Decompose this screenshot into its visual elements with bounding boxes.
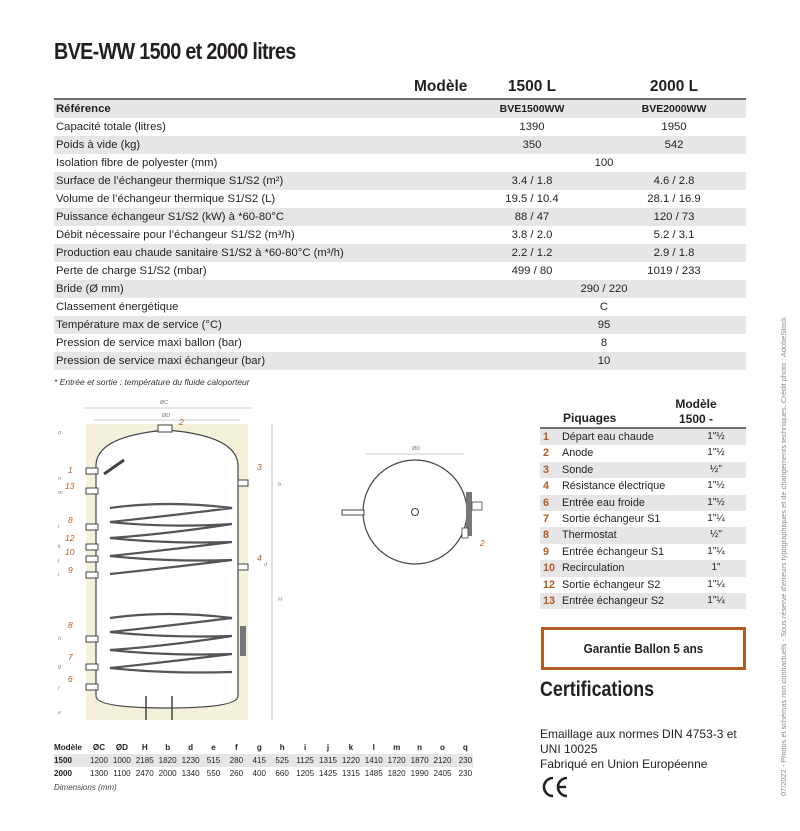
piquages-header: Piquages [563,411,617,425]
piquage-row [540,445,746,461]
piquage-value: 1" [711,562,721,574]
dimension-cell: 1100 [113,769,131,778]
spec-value-merged: 95 [597,319,611,331]
piquage-label: Sortie échangeur S2 [562,578,661,591]
svg-text:4: 4 [257,553,262,563]
piquage-number: 3 [543,463,550,476]
piquage-row [540,462,746,478]
dimension-cell: 1125 [296,756,314,765]
svg-text:m: m [58,490,63,496]
spec-value-1500: 2.2 / 1.2 [511,247,553,259]
svg-text:6: 6 [68,674,73,684]
spec-label: Pression de service maxi échangeur (bar) [56,355,266,367]
spec-value-merged: 290 / 220 [580,283,628,295]
spec-row [54,172,746,190]
dimension-cell: 1220 [341,756,360,765]
dimension-header: g [256,743,262,752]
piquages-range-label: 1500 - [678,412,714,426]
svg-text:10: 10 [65,547,75,557]
piquage-value: 1"¼ [707,545,725,557]
svg-text:8: 8 [68,515,73,525]
spec-table [54,98,746,370]
dimension-cell: 1340 [181,769,200,778]
col-1500-header: 1500 L [507,78,557,95]
svg-text:3: 3 [257,462,262,472]
piquage-value: 1"½ [707,431,725,442]
piquage-number: 13 [543,594,556,607]
dimension-cell: 2185 [135,756,154,765]
dimension-cell: 1230 [181,756,200,765]
dimension-cell: 1425 [318,769,337,778]
spec-row [54,334,746,352]
piquage-label: Résistance électrique [562,480,666,493]
dimension-cell: 280 [229,756,244,765]
garantie-box [541,627,746,670]
spec-value-2000: 2.9 / 1.8 [653,247,695,259]
dimension-cell: 1870 [410,756,429,765]
dimension-cell: 515 [206,756,221,765]
piquage-label: Recirculation [562,562,625,575]
spec-value-2000: BVE2000WW [641,103,707,115]
dimension-cell: 1205 [296,769,315,778]
dimension-cell: 660 [275,769,289,778]
spec-value-2000: 542 [664,139,684,151]
piquage-value: 1"½ [707,447,725,459]
cert-line-1: Emaillage aux normes DIN 4753-3 et [540,727,737,741]
dimension-header: q [462,743,468,752]
dimensions-table [54,741,473,780]
dimension-header: ØD [115,743,128,752]
piquage-label: Sortie échangeur S1 [562,512,661,525]
spec-label: Volume de l’échangeur thermique S1/S2 (L) [56,193,276,205]
piquage-value: 1"¼ [707,512,725,524]
model-header: Modèle [414,78,468,95]
piquage-row [540,577,746,593]
svg-text:l: l [58,524,60,530]
spec-value-1500: 3.4 / 1.8 [511,175,553,187]
spec-value-1500: 1390 [519,121,545,133]
svg-text:2: 2 [480,538,485,548]
certifications-title: Certifications [540,678,655,701]
dimension-header: o [440,743,445,752]
dimension-cell: 230 [458,756,473,765]
dimension-header: l [372,743,375,752]
spec-label: Poids à vide (kg) [56,139,141,151]
spec-row [54,118,746,136]
piquage-label: Sonde [562,463,594,476]
piquage-row [540,429,746,445]
piquages-table [540,427,746,609]
spec-value-2000: 120 / 73 [653,211,695,223]
dimension-header: f [235,743,238,752]
dimension-header: h [279,743,285,752]
piquage-row [540,544,746,560]
piquage-row [540,527,746,543]
dim-d-label: ØD [162,413,171,419]
spec-value-1500: 3.8 / 2.0 [511,229,553,241]
dimensions-note: Dimensions (mm) [54,783,117,792]
piquages-model-label: Modèle [675,397,717,411]
piquage-value: 1"½ [707,496,725,508]
dimension-header: j [326,743,330,752]
dim-c-label: ØC [160,400,169,406]
dimension-cell: 1315 [318,756,337,765]
svg-text:i: i [58,572,60,578]
piquage-value: ½" [710,529,722,541]
dimension-cell: 550 [206,769,221,778]
spec-row [54,352,746,370]
piquage-label: Anode [562,447,594,460]
spec-row [54,226,746,244]
spec-label: Surface de l’échangeur thermique S1/S2 (m²) [56,175,284,187]
piquage-row [540,478,746,494]
dimension-cell: 1315 [341,769,360,778]
spec-label: Isolation fibre de polyester (mm) [56,157,218,169]
dimension-header: e [211,743,216,752]
svg-text:g: g [58,664,62,670]
dimension-header: H [141,743,148,752]
dimension-cell: 415 [252,756,267,765]
svg-text:f: f [58,686,60,692]
piquage-number: 8 [543,529,550,542]
piquage-number: 9 [543,545,550,558]
dimension-cell: 1720 [387,756,406,765]
spec-row [54,298,746,316]
garantie-label: Garantie Ballon 5 ans [583,641,704,656]
spec-row [54,136,746,154]
spec-value-merged: 10 [597,355,611,367]
svg-text:9: 9 [68,565,73,575]
side-disclaimer: 07/2022 - Photos et schémas non contractuels - Sous réserve d'erreurs typographiques et de changements techniques. Crédit photo : AdobeStock [779,317,788,796]
spec-row [54,262,746,280]
dimension-header: ØC [92,743,106,752]
dimension-cell: 2470 [135,769,154,778]
spec-row [54,190,746,208]
svg-text:n: n [58,476,62,482]
dimension-header: i [303,743,307,752]
svg-text:8: 8 [68,620,73,630]
spec-label: Bride (Ø mm) [56,283,124,295]
svg-text:d: d [264,562,268,568]
spec-value-2000: 4.6 / 2.8 [653,175,695,187]
dimension-row [54,754,473,767]
dimension-cell: 400 [252,769,267,778]
spec-label: Pression de service maxi ballon (bar) [56,337,242,349]
dimension-header: d [188,743,194,752]
dimension-cell: 1820 [158,756,177,765]
dimension-cell: 1500 [54,756,73,765]
svg-text:j: j [58,558,60,564]
dimension-cell: 2000 [54,769,73,778]
piquage-row [540,495,746,511]
piquage-value: 1"¼ [707,594,725,606]
piquage-number: 12 [543,578,556,591]
spec-value-merged: C [599,301,609,313]
piquage-row [540,593,746,609]
dimension-header: b [165,743,171,752]
dimension-cell: 1485 [364,769,383,778]
spec-value-merged: 100 [594,157,614,169]
spec-row [54,244,746,262]
footnote: * Entrée et sortie : température du fluide caloporteur [54,377,250,387]
col-2000-header: 2000 L [649,78,699,95]
svg-text:q: q [58,430,62,436]
spec-value-2000: 1019 / 233 [647,265,701,277]
piquage-label: Entrée échangeur S1 [562,545,665,558]
svg-text:7: 7 [68,652,73,662]
dimension-cell: 1200 [89,756,108,765]
ce-mark-icon [541,776,569,798]
spec-value-1500: 350 [522,139,542,151]
svg-text:e: e [58,710,62,716]
dimension-cell: 1820 [387,769,406,778]
tank-top-diagram [338,440,518,570]
spec-label: Production eau chaude sanitaire S1/S2 à *60-80°C (m³/h) [56,247,344,259]
svg-text:13: 13 [65,481,75,491]
dimension-header: k [348,743,354,752]
svg-text:2: 2 [179,417,184,427]
svg-text:k: k [58,544,61,550]
cert-line-2: UNI 10025 [540,742,598,756]
spec-row [54,208,746,226]
piquage-value: 1"¼ [707,578,725,590]
dimension-cell: 1410 [364,756,383,765]
spec-row [54,316,746,334]
spec-value-merged: 8 [600,337,608,349]
dimension-header: n [417,743,423,752]
piquage-label: Thermostat [562,529,617,542]
svg-text:ØD: ØD [412,446,421,452]
spec-row [54,100,746,118]
piquage-number: 2 [543,447,550,460]
dimension-row [54,767,473,780]
dimension-header: m [393,743,401,752]
tank-side-diagram [54,396,294,736]
piquage-row [540,560,746,576]
svg-text:H: H [278,597,282,603]
piquage-value: 1"½ [707,480,725,492]
svg-text:h: h [58,636,62,642]
dimension-cell: 2120 [433,756,452,765]
dimensions-header-row [54,741,473,754]
spec-value-1500: 88 / 47 [514,211,550,223]
spec-label: Débit nécessaire pour l’échangeur S1/S2 (m³/h) [56,229,295,241]
spec-value-2000: 5.2 / 3.1 [653,229,695,241]
dimension-header: Modèle [54,743,82,752]
spec-label: Référence [56,103,111,115]
spec-label: Puissance échangeur S1/S2 (kW) à *60-80°C [56,211,285,223]
dimension-cell: 2405 [433,769,452,778]
spec-value-1500: BVE1500WW [499,103,565,115]
dimension-cell: 230 [458,769,473,778]
spec-value-1500: 499 / 80 [511,265,553,277]
piquage-number: 7 [543,512,550,525]
spec-value-2000: 28.1 / 16.9 [647,193,701,205]
spec-value-1500: 19.5 / 10.4 [505,193,559,205]
piquage-row [540,511,746,527]
dimension-cell: 260 [229,769,244,778]
svg-text:b: b [278,482,282,488]
piquage-label: Départ eau chaude [562,431,654,443]
piquage-number: 10 [543,562,556,575]
piquage-value: ½" [710,463,722,475]
spec-value-2000: 1950 [661,121,687,133]
piquage-number: 4 [543,480,550,493]
spec-row [54,154,746,172]
svg-text:1: 1 [68,465,73,475]
spec-label: Perte de charge S1/S2 (mbar) [56,265,207,277]
dimension-cell: 1300 [89,769,108,778]
dimension-cell: 525 [275,756,289,765]
piquage-label: Entrée eau froide [562,496,645,509]
spec-label: Classement énergétique [56,301,179,313]
spec-label: Capacité totale (litres) [56,121,166,133]
dimension-cell: 2000 [158,769,177,778]
svg-text:12: 12 [65,533,75,543]
page-title: BVE-WW 1500 et 2000 litres [54,38,296,64]
piquage-number: 6 [543,496,550,509]
spec-label: Température max de service (°C) [56,319,222,331]
piquage-number: 1 [543,431,550,443]
dimension-cell: 1990 [410,769,429,778]
cert-line-3: Fabriqué en Union Européenne [540,757,708,771]
spec-row [54,280,746,298]
dimension-cell: 1000 [112,756,131,765]
piquage-label: Entrée échangeur S2 [562,594,665,607]
